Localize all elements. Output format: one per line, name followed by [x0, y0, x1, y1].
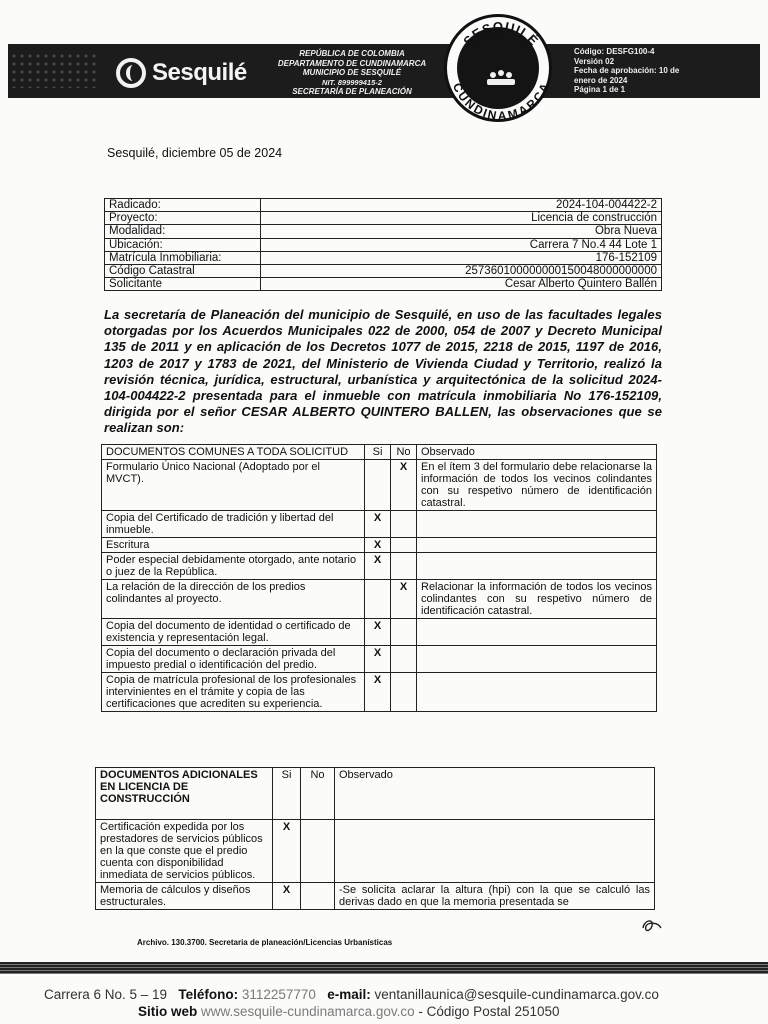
table-row [96, 883, 655, 910]
request-info-table [104, 198, 662, 291]
info-value: 2024-104-004422-2 [261, 199, 662, 212]
info-key: Ubicación: [105, 238, 261, 251]
info-value: 176-152109 [261, 251, 662, 264]
no-cell [301, 820, 335, 883]
document-control-info [574, 47, 724, 95]
no-cell [391, 511, 417, 538]
table-row [105, 251, 662, 264]
info-key: Modalidad: [105, 225, 261, 238]
si-cell: X [365, 511, 391, 538]
table-row [105, 278, 662, 291]
table-row [105, 199, 662, 212]
si-cell: X [273, 883, 301, 910]
additional-documents-table [95, 767, 655, 910]
doc-approval-date: enero de 2024 [574, 75, 628, 85]
doc-cell: Poder especial debidamente otorgado, ante notario o juez de la República. [102, 553, 365, 580]
doc-page: Página 1 de 1 [574, 85, 626, 95]
column-header: DOCUMENTOS ADICIONALES EN LICENCIA DE CONSTRUCCIÓN [96, 768, 273, 820]
observation-cell [417, 619, 657, 646]
footer-address: Carrera 6 No. 5 – 19 [44, 987, 168, 1002]
column-header: Observado [335, 768, 655, 820]
column-header: Si [273, 768, 301, 820]
footer-divider [0, 962, 768, 974]
info-value: Carrera 7 No.4 44 Lote 1 [261, 238, 662, 251]
doc-approval: Fecha de aprobación: 10 de [574, 66, 680, 76]
info-value: Obra Nueva [261, 225, 662, 238]
archive-note: Archivo. 130.3700. Secretaria de planeación/Licencias Urbanísticas [137, 938, 393, 947]
footer-email[interactable]: ventanillaunica@sesquile-cundinamarca.gov.co [374, 987, 659, 1002]
doc-cell: Escritura [102, 538, 365, 553]
footer-phone: 3112257770 [241, 987, 316, 1002]
table-row [105, 264, 662, 277]
common-documents-table [101, 444, 657, 712]
observation-cell [417, 646, 657, 673]
table-header-row [96, 768, 655, 820]
observation-cell: Relacionar la información de todos los vecinos colindantes con su respetivo número de identificación catastral. [417, 580, 657, 619]
column-header: No [301, 768, 335, 820]
no-cell [391, 553, 417, 580]
table-row [102, 673, 657, 712]
doc-code: Código: DESFG100-4 [574, 47, 655, 56]
no-cell: X [391, 460, 417, 511]
table-row [102, 553, 657, 580]
si-cell: X [365, 538, 391, 553]
footer-phone-label: Teléfono: [178, 987, 239, 1002]
si-cell [365, 460, 391, 511]
column-header: DOCUMENTOS COMUNES A TODA SOLICITUD [102, 445, 365, 460]
svg-text:SESQUILÉ: SESQUILÉ [460, 18, 542, 49]
observation-cell [417, 538, 657, 553]
table-row [105, 238, 662, 251]
svg-text:CUNDINAMARCA: CUNDINAMARCA [449, 80, 553, 123]
header-line: SECRETARÍA DE PLANEACIÓN [292, 87, 412, 97]
footer-web-label: Sitio web [138, 1004, 198, 1019]
table-row [102, 511, 657, 538]
doc-cell: Copia del documento de identidad o certificado de existencia y representación legal. [102, 619, 365, 646]
municipal-seal [444, 14, 552, 122]
doc-version: Versión 02 [574, 56, 615, 66]
document-date: Sesquilé, diciembre 05 de 2024 [107, 146, 283, 160]
no-cell [391, 673, 417, 712]
observation-cell [417, 553, 657, 580]
table-row [96, 820, 655, 883]
observation-cell: En el ítem 3 del formulario debe relacionarse la información de todos los vecinos colindantes con su respetivo número de identificación catastral. [417, 460, 657, 511]
column-header: No [391, 445, 417, 460]
column-header: Observado [417, 445, 657, 460]
info-value: 257360100000000150048000000000 [261, 264, 662, 277]
header-institution [262, 49, 442, 97]
footer-postal: - Código Postal 251050 [418, 1004, 560, 1019]
intro-paragraph: La secretaría de Planeación del municipio de Sesquilé, en uso de las facultades legales otorgadas por los Acuerdos Municipales 022 de 2000, 054 de 2007 y Decreto Municipal 135 de 2011 y en aplicación de los Decretos 1077 de 2015, 2218 de 2015, 1197 de 2016, 1203 de 2017 y 1783 de 2021, del Ministerio de Vivienda Ciudad y Territorio, realizó la revisión técnica, jurídica, estructural, urbanística y arquitectónica de la solicitud 2024-104-004422-2 presentada para el inmueble con matrícula inmobiliaria No 176-152109, dirigida por el señor CESAR ALBERTO QUINTERO BALLEN, las observaciones que se realizan son: [104, 307, 662, 436]
info-key: Proyecto: [105, 212, 261, 225]
table-row [102, 460, 657, 511]
header-line: MUNICIPIO DE SESQUILÉ [302, 68, 402, 78]
no-cell [391, 538, 417, 553]
doc-cell: La relación de la dirección de los predios colindantes al proyecto. [102, 580, 365, 619]
doc-cell: Copia del Certificado de tradición y libertad del inmueble. [102, 511, 365, 538]
info-key: Radicado: [105, 199, 261, 212]
signature-icon [640, 916, 664, 936]
municipality-logo [116, 56, 247, 90]
info-value: Cesar Alberto Quintero Ballén [261, 278, 662, 291]
info-value: Licencia de construcción [261, 212, 662, 225]
header-line: DEPARTAMENTO DE CUNDINAMARCA [277, 58, 427, 68]
header-nit: NIT. 899999415-2 [322, 77, 382, 87]
no-cell [301, 883, 335, 910]
si-cell: X [365, 673, 391, 712]
doc-cell: Formulario Único Nacional (Adoptado por el MVCT). [102, 460, 365, 511]
si-cell: X [365, 646, 391, 673]
table-row [102, 538, 657, 553]
header-line: REPÚBLICA DE COLOMBIA [299, 49, 405, 58]
doc-cell: Copia de matrícula profesional de los profesionales intervinientes en el trámite y copia de las certificaciones que acrediten su experiencia. [102, 673, 365, 712]
observation-cell: -Se solicita aclarar la altura (hpi) con la que se calculó las derivas dado en que la memoria presentada se [335, 883, 655, 910]
si-cell: X [365, 619, 391, 646]
no-cell [391, 619, 417, 646]
info-key: Código Catastral [105, 264, 261, 277]
logo-s-icon [116, 58, 146, 88]
footer-email-label: e-mail: [327, 987, 371, 1002]
si-cell: X [365, 553, 391, 580]
column-header: Si [365, 445, 391, 460]
table-header-row [102, 445, 657, 460]
table-row [102, 646, 657, 673]
table-row [102, 580, 657, 619]
no-cell [391, 646, 417, 673]
no-cell: X [391, 580, 417, 619]
footer-web [138, 1004, 560, 1019]
observation-cell [417, 511, 657, 538]
si-cell: X [273, 820, 301, 883]
table-row [105, 225, 662, 238]
doc-cell: Memoria de cálculos y diseños estructurales. [96, 883, 273, 910]
footer-website[interactable]: www.sesquile-cundinamarca.gov.co [201, 1004, 415, 1019]
footer-contact [44, 987, 659, 1002]
observation-cell [335, 820, 655, 883]
info-key: Matrícula Inmobiliaria: [105, 251, 261, 264]
table-row [105, 212, 662, 225]
doc-cell: Certificación expedida por los prestadores de servicios públicos en la que conste que el predio cuenta con disponibilidad inmediata de servicios públicos. [96, 820, 273, 883]
doc-cell: Copia del documento o declaración privada del impuesto predial o identificación del predio. [102, 646, 365, 673]
table-row [102, 619, 657, 646]
si-cell [365, 580, 391, 619]
seal-text-icon [447, 17, 555, 125]
logo-text: Sesquilé [152, 59, 247, 86]
header-decoration [10, 52, 100, 88]
observation-cell [417, 673, 657, 712]
info-key: Solicitante [105, 278, 261, 291]
